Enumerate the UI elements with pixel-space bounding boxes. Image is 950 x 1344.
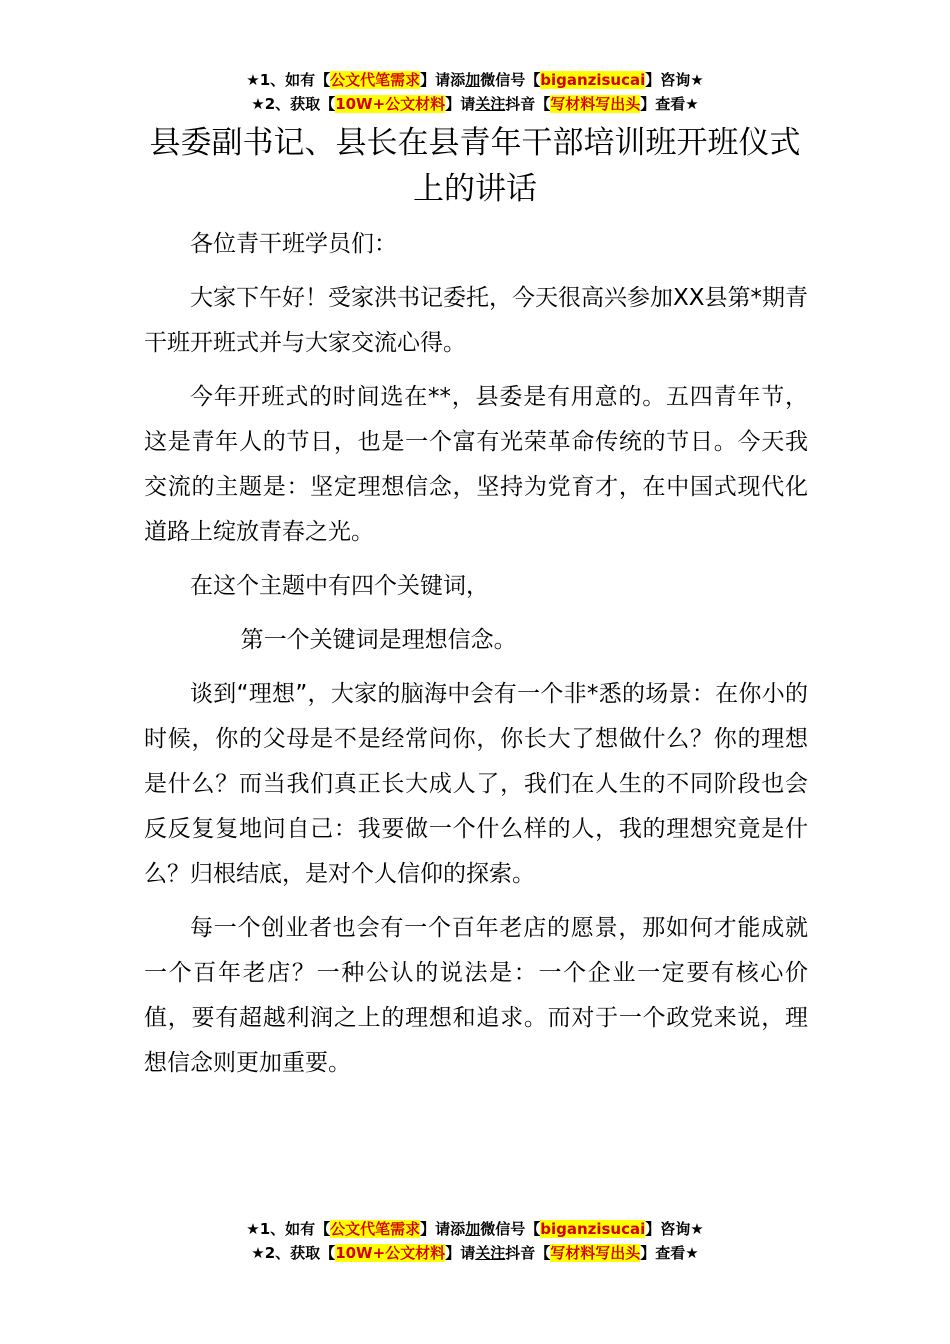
highlight-douyin: 写材料写出头 [550,1244,641,1262]
paragraph: 在这个主题中有四个关键词， [190,573,489,599]
promo-banner-top [0,68,950,116]
highlight-ghostwriting: 公文代笔需求 [330,1220,421,1238]
highlight-wechat-id: biganzisucai [540,1220,646,1238]
highlight-wechat-id: biganzisucai [540,71,646,89]
document-title: 县委副书记、县长在县青年干部培训班开班仪式上的讲话 [149,125,801,207]
promo-line-2: ★2、获取【10W+公文材料】请关注抖音【写材料写出头】查看★ [251,1244,699,1262]
document-body [144,222,808,1095]
highlight-materials: 10W+公文材料 [335,95,446,113]
highlight-douyin: 写材料写出头 [550,95,641,113]
paragraph: 大家下午好！受家洪书记委托，今天很高兴参加XX县第*期青干班开班式并与大家交流心得。 [144,285,809,356]
highlight-materials: 10W+公文材料 [335,1244,446,1262]
paragraph: 今年开班式的时间选在**，县委是有用意的。五四青年节，这是青年人的节日，也是一个富有光荣革命传统的节日。今天我交流的主题是：坚定理想信念，坚持为党育才，在中国式现代化道路上绽放青春之光。 [144,384,808,545]
paragraph-keyword-heading: 第一个关键词是理想信念。 [240,627,517,653]
paragraph-salutation: 各位青干班学员们： [190,231,397,257]
promo-line-2: ★2、获取【10W+公文材料】请关注抖音【写材料写出头】查看★ [251,95,699,113]
highlight-ghostwriting: 公文代笔需求 [330,71,421,89]
paragraph: 谈到“理想”，大家的脑海中会有一个非*悉的场景：在你小的时候，你的父母是不是经常问你，你长大了想做什么？你的理想是什么？而当我们真正长大成人了，我们在人生的不同阶段也会反反复复地问自己：我要做一个什么样的人，我的理想究竟是什么？归根结底，是对个人信仰的探索。 [144,681,808,887]
promo-line-1: ★1、如有【公文代笔需求】请添加微信号【biganzisucai】咨询★ [246,1220,704,1238]
promo-banner-bottom [0,1217,950,1265]
paragraph: 每一个创业者也会有一个百年老店的愿景，那如何才能成就一个百年老店？一种公认的说法是：一个企业一定要有核心价值，要有超越利润之上的理想和追求。而对于一个政党来说，理想信念则更加重要。 [144,915,808,1076]
promo-line-1: ★1、如有【公文代笔需求】请添加微信号【biganzisucai】咨询★ [246,71,704,89]
